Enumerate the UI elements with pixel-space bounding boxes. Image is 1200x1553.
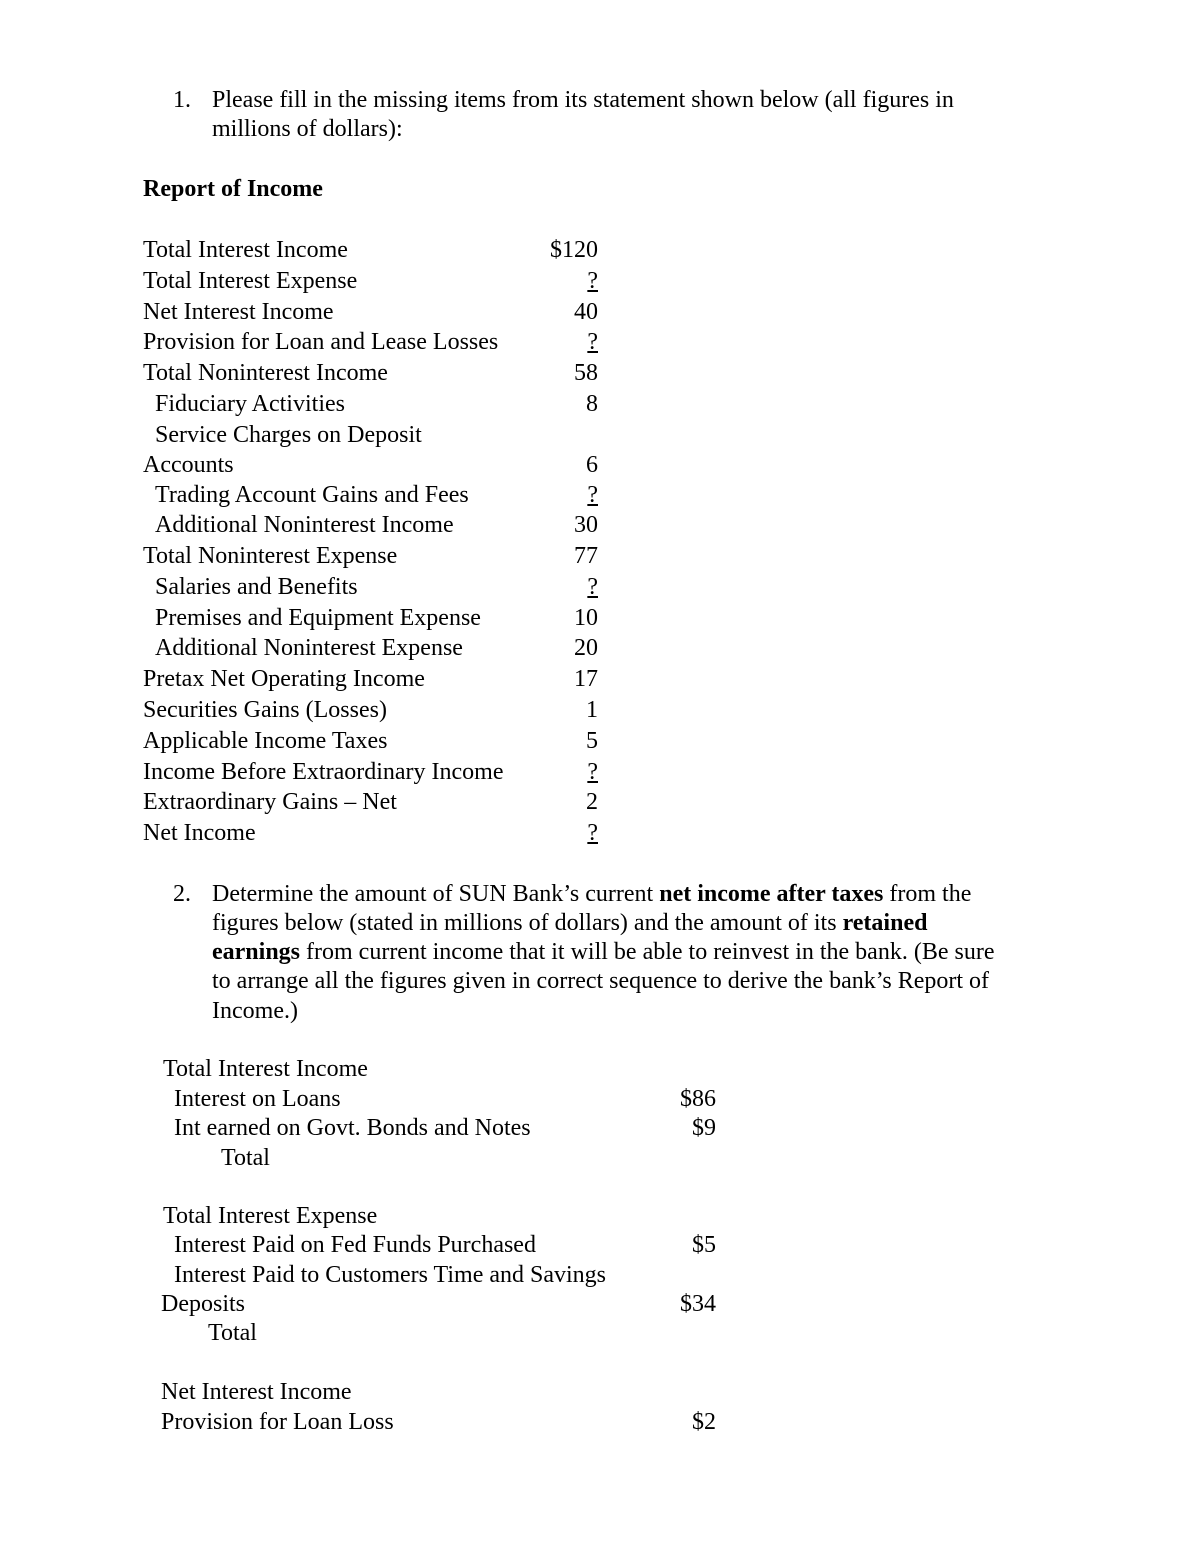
- q1-row-value: ?: [587, 759, 598, 785]
- q1-row-label: Applicable Income Taxes: [143, 728, 388, 754]
- q2-row-label: Interest on Loans: [174, 1086, 341, 1112]
- q1-row-label: Accounts: [143, 452, 234, 478]
- q1-row-value: 40: [574, 299, 598, 325]
- q2-row-label: Provision for Loan Loss: [161, 1409, 394, 1435]
- q1-row-label: Income Before Extraordinary Income: [143, 759, 504, 785]
- q2-text-line3: [212, 937, 994, 967]
- q1-row-value: ?: [587, 820, 598, 846]
- q1-row-value: 77: [574, 543, 598, 569]
- q1-row-value: 2: [586, 789, 598, 815]
- q1-row-label: Total Noninterest Income: [143, 360, 388, 386]
- q2-bold-term: earnings: [212, 939, 301, 965]
- q1-row-value: ?: [587, 482, 598, 508]
- q2-number: 2.: [173, 881, 191, 907]
- q1-row-label: Additional Noninterest Expense: [155, 635, 463, 661]
- q1-row-value: ?: [587, 574, 598, 600]
- q1-row-value: 10: [574, 605, 598, 631]
- q1-row-value: 58: [574, 360, 598, 386]
- q1-row-label: Total Interest Expense: [143, 268, 358, 294]
- q2-row-label: Total: [221, 1145, 270, 1171]
- report-heading: Report of Income: [143, 176, 323, 202]
- q2-row-value: $86: [680, 1086, 716, 1112]
- q2-row-label: Total Interest Income: [163, 1056, 368, 1082]
- q2-row-label: Deposits: [161, 1291, 245, 1317]
- q1-row-label: Net Interest Income: [143, 299, 334, 325]
- q2-text-segment: from the: [883, 881, 972, 907]
- q2-bold-term: net income after taxes: [659, 881, 884, 907]
- q2-row-value: $2: [692, 1409, 716, 1435]
- q1-text-line1: Please fill in the missing items from its statement shown below (all figures in: [212, 87, 954, 113]
- q2-bold-term: retained: [842, 910, 928, 936]
- q2-text-line4: to arrange all the figures given in correct sequence to derive the bank’s Report of: [212, 968, 990, 994]
- q1-row-value: ?: [587, 268, 598, 294]
- q2-text-line2: [212, 908, 927, 938]
- q2-row-label: Net Interest Income: [161, 1379, 352, 1405]
- q2-text-segment: from current income that it will be able to reinvest in the bank. (Be sure: [300, 939, 995, 965]
- q1-row-value: 8: [586, 391, 598, 417]
- q1-row-value: 5: [586, 728, 598, 754]
- q1-row-label: Extraordinary Gains – Net: [143, 789, 397, 815]
- q1-row-label: Trading Account Gains and Fees: [155, 482, 469, 508]
- q1-row-label: Fiduciary Activities: [155, 391, 345, 417]
- q1-row-value: 6: [586, 452, 598, 478]
- q2-text-line1: [212, 879, 971, 909]
- q1-row-label: Service Charges on Deposit: [155, 422, 422, 448]
- q1-row-label: Additional Noninterest Income: [155, 512, 454, 538]
- q1-row-value: 20: [574, 635, 598, 661]
- q1-row-value: ?: [587, 329, 598, 355]
- q2-row-label: Total Interest Expense: [163, 1203, 378, 1229]
- q2-row-label: Interest Paid on Fed Funds Purchased: [174, 1232, 536, 1258]
- q1-row-value: $120: [550, 237, 598, 263]
- q2-row-label: Interest Paid to Customers Time and Savings: [174, 1262, 606, 1288]
- q2-text-segment: figures below (stated in millions of dollars) and the amount of its: [212, 910, 843, 936]
- q1-row-label: Total Noninterest Expense: [143, 543, 398, 569]
- q1-row-value: 30: [574, 512, 598, 538]
- q1-row-label: Total Interest Income: [143, 237, 348, 263]
- q1-row-label: Securities Gains (Losses): [143, 697, 387, 723]
- q1-row-value: 17: [574, 666, 598, 692]
- q1-text-line2: millions of dollars):: [212, 116, 403, 142]
- q2-row-value: $9: [692, 1115, 716, 1141]
- q1-row-value: 1: [586, 697, 598, 723]
- q2-row-value: $34: [680, 1291, 716, 1317]
- q2-row-label: Int earned on Govt. Bonds and Notes: [174, 1115, 531, 1141]
- q2-text-segment: Determine the amount of SUN Bank’s current: [212, 881, 660, 907]
- q2-row-value: $5: [692, 1232, 716, 1258]
- q2-row-label: Total: [208, 1320, 257, 1346]
- q1-row-label: Premises and Equipment Expense: [155, 605, 481, 631]
- q2-text-line5: Income.): [212, 998, 298, 1024]
- q1-row-label: Provision for Loan and Lease Losses: [143, 329, 499, 355]
- q1-row-label: Net Income: [143, 820, 256, 846]
- q1-row-label: Pretax Net Operating Income: [143, 666, 425, 692]
- q1-number: 1.: [173, 87, 191, 113]
- q1-row-label: Salaries and Benefits: [155, 574, 358, 600]
